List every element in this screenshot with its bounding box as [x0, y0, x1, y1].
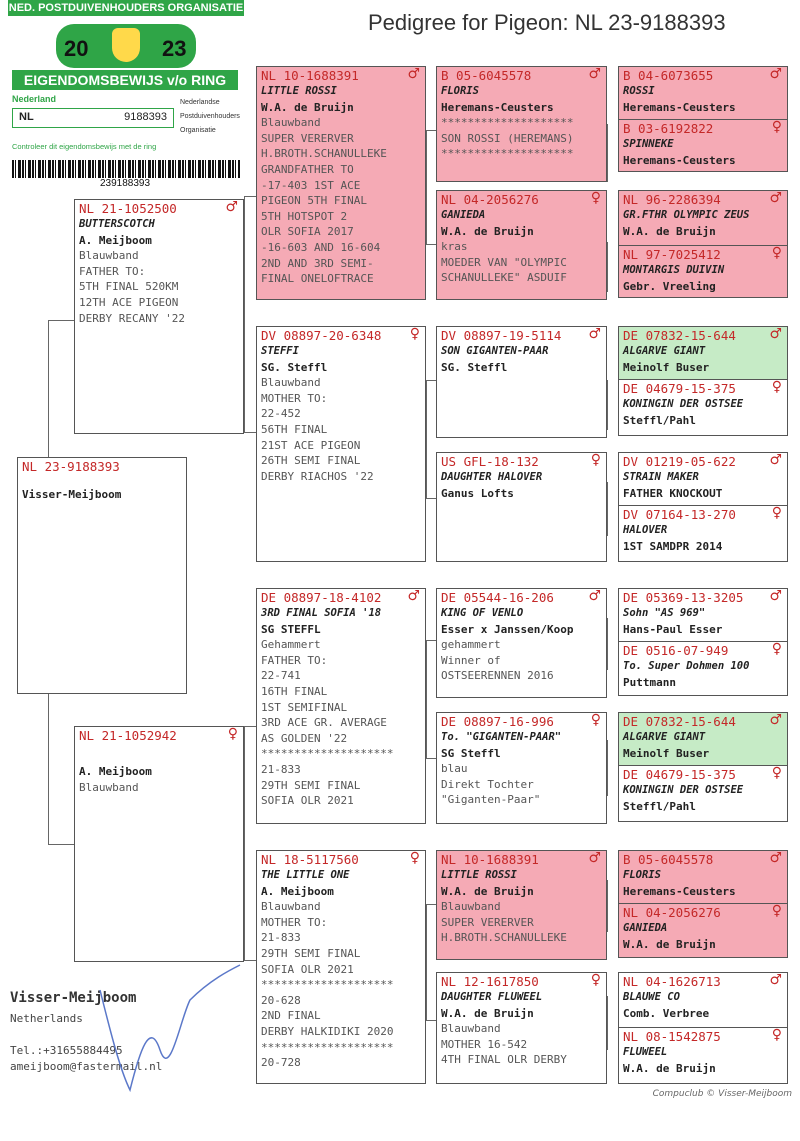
connector: [607, 380, 608, 430]
ring-side-1: Nederlandse: [180, 99, 220, 106]
female-icon: ♀: [227, 726, 238, 742]
male-icon: ♂: [769, 712, 782, 728]
info-line: -16-603 AND 16-604: [261, 240, 381, 254]
pigeon-name: Sohn "AS 969": [623, 607, 706, 619]
connector: [607, 880, 608, 932]
female-icon: ♀: [771, 505, 782, 521]
pigeon-name: FLORIS: [441, 85, 479, 97]
info-line: DERBY HALKIDIKI 2020: [261, 1024, 394, 1038]
info-line: ********************: [441, 147, 574, 161]
ring-number: DE 05369-13-3205 ♂: [623, 588, 782, 605]
pigeon-card-g8[interactable]: [619, 505, 787, 554]
info-line: Blauwband: [441, 1022, 501, 1036]
male-icon: ♂: [407, 66, 420, 82]
pigeon-card-g16[interactable]: [619, 1027, 787, 1076]
ring-note: Controleer dit eigendomsbewijs met de ring: [12, 142, 157, 151]
breeder-name: Meinolf Buser: [623, 360, 710, 374]
ring-side-2: Postduivenhouders: [180, 113, 240, 120]
info-line: 20-728: [261, 1056, 301, 1070]
pigeon-card-mff[interactable]: [436, 588, 607, 698]
ring-number: NL 08-1542875 ♀: [623, 1027, 782, 1044]
male-icon: ♂: [769, 326, 782, 342]
pigeon-name: ALGARVE GIANT: [623, 731, 706, 743]
pigeon-card-g5[interactable]: [619, 327, 787, 379]
pigeon-name: SON GIGANTEN-PAAR: [441, 345, 549, 357]
breeder-name: Heremans-Ceusters: [623, 100, 736, 114]
ring-number: US GFL-18-132 ♀: [441, 452, 601, 469]
breeder-name: Heremans-Ceusters: [623, 153, 736, 167]
pigeon-name: KING OF VENLO: [441, 607, 524, 619]
info-line: 16TH FINAL: [261, 684, 328, 698]
pigeon-name: GANIEDA: [623, 922, 668, 934]
pigeon-pair-card: [618, 452, 788, 562]
pigeon-name: FLUWEEL: [623, 1046, 668, 1058]
info-line: SOFIA OLR 2021: [261, 794, 354, 808]
info-line: PIGEON 5TH FINAL: [261, 194, 367, 208]
connector: [48, 320, 49, 458]
info-line: SOFIA OLR 2021: [261, 962, 354, 976]
pigeon-name: GANIEDA: [441, 209, 486, 221]
male-icon: ♂: [769, 972, 782, 988]
info-line: GRANDFATHER TO: [261, 162, 354, 176]
breeder-name: Visser-Meijboom: [22, 488, 122, 501]
female-icon: ♀: [771, 119, 782, 135]
breeder-name: Hans-Paul Esser: [623, 622, 723, 636]
breeder-name: SG. Steffl: [441, 360, 508, 374]
info-line: ********************: [441, 116, 574, 130]
pigeon-card-g15[interactable]: [619, 973, 787, 1021]
info-line: FINAL ONELOFTRACE: [261, 272, 374, 286]
info-line: 5TH HOTSPOT 2: [261, 209, 348, 223]
pigeon-name: To. "GIGANTEN-PAAR": [441, 731, 562, 743]
info-line: Blauwband: [79, 249, 139, 263]
pigeon-card-ff[interactable]: [256, 66, 426, 300]
ring-year-right: 23: [162, 36, 187, 61]
info-line: AS GOLDEN '22: [261, 731, 348, 745]
info-line: 56TH FINAL: [261, 422, 328, 436]
info-line: ********************: [261, 978, 394, 992]
pigeon-card-g4[interactable]: [619, 245, 787, 294]
info-line: SUPER VERERVER: [441, 915, 534, 929]
connector: [244, 196, 245, 432]
breeder-name: 1ST SAMDPR 2014: [623, 539, 723, 553]
male-icon: ♂: [588, 66, 601, 82]
breeder-name: A. Meijboom: [79, 765, 152, 778]
connector: [607, 242, 608, 292]
ring-number: DE 07832-15-644 ♂: [623, 326, 782, 343]
male-icon: ♂: [225, 199, 238, 215]
connector: [426, 130, 436, 131]
connector: [426, 380, 436, 381]
breeder-name: W.A. de Bruijn: [623, 1061, 716, 1075]
info-line: SCHANULLEKE" ASDUIF: [441, 271, 567, 285]
info-line: 29TH SEMI FINAL: [261, 946, 361, 960]
info-line: DERBY RECANY '22: [79, 311, 185, 325]
ring-number: NL 04-1626713 ♂: [623, 972, 782, 989]
breeder-name: W.A. de Bruijn: [623, 937, 716, 951]
ring-number: DV 01219-05-622 ♂: [623, 452, 782, 469]
pigeon-card-fmm[interactable]: [436, 452, 607, 562]
info-line: 29TH SEMI FINAL: [261, 778, 361, 792]
pigeon-pair-card: [618, 972, 788, 1084]
breeder-name: Heremans-Ceusters: [441, 100, 554, 114]
pigeon-card-g7[interactable]: [619, 453, 787, 501]
pigeon-card-g14[interactable]: [619, 903, 787, 952]
female-icon: ♀: [590, 190, 601, 206]
info-line: ********************: [261, 1040, 394, 1054]
info-line: 21-833: [261, 762, 301, 776]
pigeon-name: LITTLE ROSSI: [261, 85, 337, 97]
connector: [426, 498, 436, 499]
ring-org: NED. POSTDUIVENHOUDERS ORGANISATIE: [8, 2, 244, 14]
barcode-icon: [12, 160, 240, 178]
female-icon: ♀: [409, 850, 420, 866]
breeder-name: Steffl/Pahl: [623, 413, 696, 427]
pigeon-card-mf[interactable]: [256, 588, 426, 824]
pigeon-name: DAUGHTER FLUWEEL: [441, 991, 543, 1003]
pigeon-card-mmm[interactable]: [436, 972, 607, 1084]
female-icon: ♀: [590, 712, 601, 728]
pigeon-name: SPINNEKE: [623, 138, 674, 150]
pigeon-card-g3[interactable]: [619, 191, 787, 239]
pigeon-name: MONTARGIS DUIVIN: [623, 264, 725, 276]
male-icon: ♂: [407, 588, 420, 604]
info-line: Gehammert: [261, 638, 321, 652]
info-line: MOTHER TO:: [261, 915, 328, 929]
female-icon: ♀: [771, 379, 782, 395]
breeder-name: Gebr. Vreeling: [623, 279, 716, 293]
breeder-name: Esser x Janssen/Koop: [441, 622, 574, 636]
ring-number: DE 0516-07-949 ♀: [623, 641, 782, 658]
info-line: 5TH FINAL 520KM: [79, 280, 179, 294]
pigeon-card-mmf[interactable]: [436, 850, 607, 960]
ring-number: DE 08897-16-996 ♀: [441, 712, 601, 729]
ring-side-labels: [180, 96, 240, 138]
female-icon: ♀: [590, 972, 601, 988]
pigeon-pair-card: [618, 326, 788, 436]
ring-number: NL 96-2286394 ♂: [623, 190, 782, 207]
info-line: MOTHER 16-542: [441, 1037, 528, 1051]
pigeon-card-g10[interactable]: [619, 641, 787, 690]
female-icon: ♀: [771, 641, 782, 657]
pigeon-name: GR.FTHR OLYMPIC ZEUS: [623, 209, 750, 221]
connector: [426, 244, 436, 245]
info-line: FATHER TO:: [261, 653, 328, 667]
ring-number: NL 12-1617850 ♀: [441, 972, 601, 989]
female-icon: ♀: [771, 1027, 782, 1043]
breeder-name: SG STEFFL: [261, 622, 321, 636]
connector: [607, 618, 608, 670]
pigeon-pair-card: [618, 190, 788, 298]
ring-side-3: Organisatie: [180, 127, 216, 134]
info-line: gehammert: [441, 638, 501, 652]
info-line: Blauwband: [261, 900, 321, 914]
connector: [244, 726, 256, 727]
pigeon-card-g2[interactable]: [619, 119, 787, 168]
pigeon-card-father[interactable]: [74, 199, 244, 434]
signature-icon: [80, 960, 250, 1100]
info-line: 1ST SEMIFINAL: [261, 700, 348, 714]
pigeon-card-subject[interactable]: [17, 457, 187, 694]
info-line: -17-403 1ST ACE: [261, 178, 361, 192]
female-icon: ♀: [771, 245, 782, 261]
connector: [426, 380, 427, 498]
ring-year-left: 20: [64, 36, 89, 61]
pigeon-name: THE LITTLE ONE: [261, 869, 350, 881]
male-icon: ♂: [588, 588, 601, 604]
connector: [244, 726, 245, 960]
breeder-name: W.A. de Bruijn: [441, 884, 534, 898]
connector: [426, 758, 436, 759]
info-line: 21-833: [261, 931, 301, 945]
ring-number: NL 04-2056276 ♀: [623, 903, 782, 920]
info-line: 22-452: [261, 407, 301, 421]
pigeon-name: BUTTERSCOTCH: [79, 218, 155, 230]
pigeon-card-g9[interactable]: [619, 589, 787, 637]
ring-number: DE 07832-15-644 ♂: [623, 712, 782, 729]
info-line: 26TH SEMI FINAL: [261, 454, 361, 468]
pigeon-pair-card: [618, 588, 788, 696]
breeder-name: A. Meijboom: [79, 233, 152, 247]
ring-number-box: [12, 108, 174, 128]
info-line: 22-741: [261, 669, 301, 683]
info-line: "Giganten-Paar": [441, 793, 541, 807]
pigeon-name: ROSSI: [623, 85, 655, 97]
info-line: blau: [441, 762, 468, 776]
pigeon-card-ffm[interactable]: [436, 190, 607, 300]
breeder-name: W.A. de Bruijn: [623, 224, 716, 238]
connector: [244, 432, 256, 433]
owner-email[interactable]: ameijboom@fastermail.nl: [10, 1060, 163, 1073]
pigeon-pair-card: [618, 712, 788, 822]
info-line: H.BROTH.SCHANULLEKE: [261, 147, 387, 161]
ring-ownership-card: [8, 0, 244, 192]
info-line: SUPER VERERVER: [261, 131, 354, 145]
ring-number: 9188393: [124, 111, 167, 123]
connector: [607, 482, 608, 536]
pigeon-name: HALOVER: [623, 524, 668, 536]
connector: [426, 130, 427, 244]
connector: [244, 196, 256, 197]
breeder-name: Ganus Lofts: [441, 486, 514, 500]
breeder-name: Heremans-Ceusters: [623, 884, 736, 898]
info-line: MOEDER VAN "OLYMPIC: [441, 255, 567, 269]
ring-number: NL 10-1688391 ♂: [441, 850, 601, 867]
connector: [48, 844, 74, 845]
connector: [48, 694, 49, 844]
ring-number: DE 08897-18-4102 ♂: [261, 588, 420, 605]
breeder-name: SG Steffl: [441, 746, 501, 760]
male-icon: ♂: [769, 850, 782, 866]
pigeon-card-g11[interactable]: [619, 713, 787, 765]
info-line: Direkt Tochter: [441, 777, 534, 791]
info-line: Winner of: [441, 653, 501, 667]
ring-number: B 04-6073655 ♂: [623, 66, 782, 83]
pigeon-name: STRAIN MAKER: [623, 471, 699, 483]
female-icon: ♀: [590, 452, 601, 468]
pigeon-card-g1[interactable]: [619, 67, 787, 115]
pigeon-name: KONINGIN DER OSTSEE: [623, 784, 744, 796]
ring-number: NL 97-7025412 ♀: [623, 245, 782, 262]
info-line: Blauwband: [261, 116, 321, 130]
info-line: 2ND FINAL: [261, 1009, 321, 1023]
male-icon: ♂: [588, 326, 601, 342]
ring-number: DE 04679-15-375 ♀: [623, 765, 782, 782]
breeder-name: W.A. de Bruijn: [441, 224, 534, 238]
info-line: 12TH ACE PIGEON: [79, 295, 179, 309]
connector: [426, 1020, 436, 1021]
connector: [426, 640, 427, 758]
pigeon-name: BLAUWE CO: [623, 991, 680, 1003]
breeder-name: FATHER KNOCKOUT: [623, 486, 723, 500]
pigeon-card-fmf[interactable]: [436, 326, 607, 438]
pigeon-card-g6[interactable]: [619, 379, 787, 428]
ring-number: NL 21-1052500 ♂: [79, 199, 238, 216]
owner-country: Netherlands: [10, 1012, 83, 1025]
info-line: 21ST ACE PIGEON: [261, 438, 361, 452]
info-line: MOTHER TO:: [261, 391, 328, 405]
info-line: OSTSEERENNEN 2016: [441, 669, 554, 683]
info-line: Blauwband: [441, 900, 501, 914]
pigeon-card-fm[interactable]: [256, 326, 426, 562]
pigeon-name: STEFFI: [261, 345, 299, 357]
owner-phone: Tel.:+31655884495: [10, 1044, 123, 1057]
info-line: SON ROSSI (HEREMANS): [441, 131, 574, 145]
ring-number: DV 07164-13-270 ♀: [623, 505, 782, 522]
info-line: kras: [441, 240, 468, 254]
ring-number: DV 08897-19-5114 ♂: [441, 326, 601, 343]
pigeon-name: ALGARVE GIANT: [623, 345, 706, 357]
connector: [426, 640, 436, 641]
pigeon-card-g13[interactable]: [619, 851, 787, 899]
info-line: 20-628: [261, 993, 301, 1007]
ring-number: NL 18-5117560 ♀: [261, 850, 420, 867]
ring-number: DV 08897-20-6348 ♀: [261, 326, 420, 343]
ring-number: DE 05544-16-206 ♂: [441, 588, 601, 605]
ring-country: NL: [19, 111, 34, 123]
pigeon-name: KONINGIN DER OSTSEE: [623, 398, 744, 410]
connector: [426, 904, 427, 1020]
female-icon: ♀: [771, 765, 782, 781]
ring-number: NL 04-2056276 ♀: [441, 190, 601, 207]
breeder-name: SG. Steffl: [261, 360, 328, 374]
info-line: H.BROTH.SCHANULLEKE: [441, 931, 567, 945]
connector: [607, 996, 608, 1050]
ring-number: NL 10-1688391 ♂: [261, 66, 420, 83]
connector: [48, 320, 74, 321]
pigeon-name: DAUGHTER HALOVER: [441, 471, 543, 483]
pigeon-card-mm[interactable]: [256, 850, 426, 1084]
male-icon: ♂: [769, 452, 782, 468]
breeder-name: Comb. Verbree: [623, 1006, 710, 1020]
pigeon-name: LITTLE ROSSI: [441, 869, 517, 881]
ring-number: B 05-6045578 ♂: [441, 66, 601, 83]
pigeon-card-mother[interactable]: [74, 726, 244, 962]
female-icon: ♀: [771, 903, 782, 919]
footer-credit: Compuclub © Visser-Meijboom: [652, 1089, 792, 1099]
barcode-number: 239188393: [100, 178, 151, 189]
breeder-name: Steffl/Pahl: [623, 799, 696, 813]
breeder-name: Meinolf Buser: [623, 746, 710, 760]
pigeon-card-fff[interactable]: [436, 66, 607, 182]
info-line: ********************: [261, 747, 394, 761]
male-icon: ♂: [769, 66, 782, 82]
info-line: FATHER TO:: [79, 264, 146, 278]
owner-name: Visser-Meijboom: [10, 990, 137, 1006]
male-icon: ♂: [588, 850, 601, 866]
info-line: Blauwband: [79, 780, 139, 794]
breeder-name: Puttmann: [623, 675, 676, 689]
lion-emblem-icon: [112, 28, 140, 62]
female-icon: ♀: [409, 326, 420, 342]
info-line: 2ND AND 3RD SEMI-: [261, 256, 374, 270]
connector: [607, 740, 608, 796]
info-line: Blauwband: [261, 376, 321, 390]
pigeon-name: 3RD FINAL SOFIA '18: [261, 607, 382, 619]
pigeon-pair-card: [618, 850, 788, 958]
pigeon-name: To. Super Dohmen 100: [623, 660, 750, 672]
connector: [607, 124, 608, 182]
info-line: 3RD ACE GR. AVERAGE: [261, 716, 387, 730]
ring-number: NL 23-9188393: [22, 459, 120, 474]
ring-number: NL 21-1052942 ♀: [79, 726, 238, 743]
male-icon: ♂: [769, 588, 782, 604]
male-icon: ♂: [769, 190, 782, 206]
ring-number: B 03-6192822 ♀: [623, 119, 782, 136]
page-title: Pedigree for Pigeon: NL 23-9188393: [368, 10, 726, 35]
breeder-name: A. Meijboom: [261, 884, 334, 898]
ring-region: Nederland: [12, 94, 57, 104]
pigeon-card-mfm[interactable]: [436, 712, 607, 824]
connector: [426, 904, 436, 905]
pigeon-pair-card: [618, 66, 788, 172]
pigeon-name: FLORIS: [623, 869, 661, 881]
breeder-name: W.A. de Bruijn: [441, 1006, 534, 1020]
ring-banner: EIGENDOMSBEWIJS v/o RING: [12, 70, 238, 90]
info-line: DERBY RIACHOS '22: [261, 469, 374, 483]
pigeon-card-g12[interactable]: [619, 765, 787, 814]
ring-number: B 05-6045578 ♂: [623, 850, 782, 867]
info-line: OLR SOFIA 2017: [261, 225, 354, 239]
breeder-name: W.A. de Bruijn: [261, 100, 354, 114]
ring-number: DE 04679-15-375 ♀: [623, 379, 782, 396]
info-line: 4TH FINAL OLR DERBY: [441, 1053, 567, 1067]
